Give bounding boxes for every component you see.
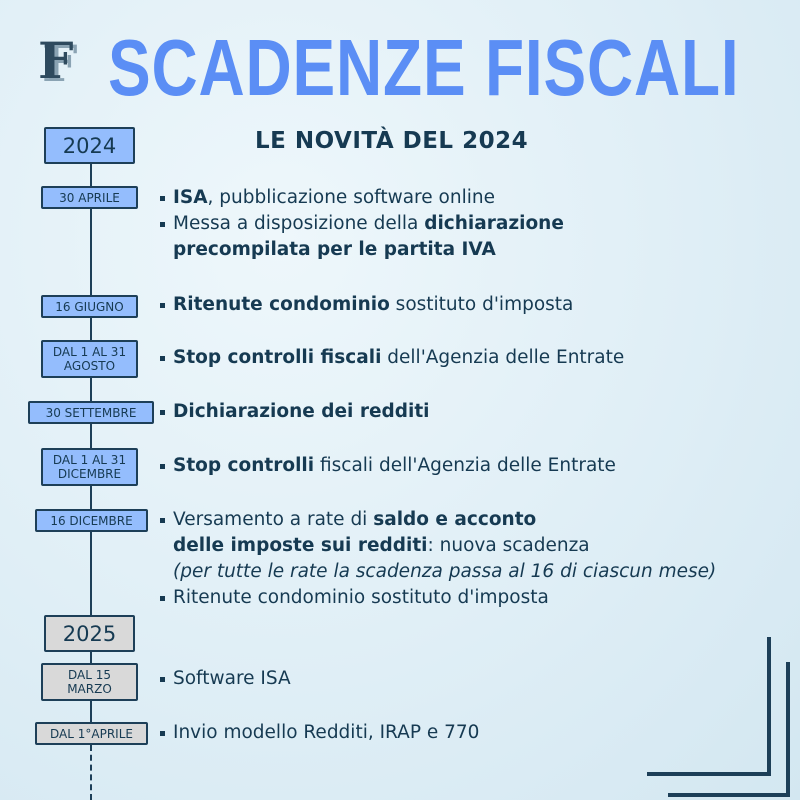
date-badge: DAL 1 AL 31 AGOSTO — [41, 340, 138, 378]
corner-decoration — [668, 662, 790, 797]
date-badge: 16 GIUGNO — [41, 295, 138, 318]
entry-30-settembre — [158, 399, 430, 425]
entry-30-aprile — [158, 185, 564, 263]
list-item: Invio modello Redditi, IRAP e 770 — [158, 720, 479, 746]
date-badge: 30 SETTEMBRE — [28, 401, 154, 424]
page-title: SCADENZE FISCALI — [108, 23, 740, 112]
list-item: Ritenute condominio sostituto d'imposta — [158, 585, 716, 611]
list-item: Ritenute condominio sostituto d'imposta — [158, 292, 573, 318]
list-item-continuation: precompilata per le partita IVA — [173, 239, 496, 260]
date-badge: 16 DICEMBRE — [35, 509, 148, 532]
year-label-2025: 2025 — [44, 615, 135, 652]
entry-1-aprile — [158, 720, 479, 746]
entry-agosto — [158, 345, 624, 371]
date-badge: DAL 1°APRILE — [35, 722, 148, 745]
date-badge: DAL 1 AL 31 DICEMBRE — [41, 448, 138, 486]
entry-15-marzo — [158, 666, 291, 692]
list-item: Stop controlli fiscali dell'Agenzia delle Entrate — [158, 453, 616, 479]
logo: F — [38, 31, 74, 90]
list-item: Versamento a rate di saldo e acconto — [158, 507, 716, 533]
list-item: Messa a disposizione della dichiarazione — [158, 211, 564, 237]
date-badge: 30 APRILE — [41, 186, 138, 209]
page-subtitle: LE NOVITÀ DEL 2024 — [255, 128, 529, 154]
list-item-note: (per tutte le rate la scadenza passa al 16 di ciascun mese) — [173, 561, 717, 582]
list-item-continuation: delle imposte sui redditi: nuova scadenza — [173, 535, 590, 556]
list-item: ISA, pubblicazione software online — [158, 185, 564, 211]
year-label-2024: 2024 — [44, 127, 135, 164]
entry-16-giugno — [158, 292, 573, 318]
list-item: Dichiarazione dei redditi — [158, 399, 430, 425]
entry-16-dicembre — [158, 507, 716, 611]
entry-dicembre — [158, 453, 616, 479]
list-item: Stop controlli fiscali dell'Agenzia delle Entrate — [158, 345, 624, 371]
list-item: Software ISA — [158, 666, 291, 692]
timeline-continuation — [90, 745, 92, 800]
date-badge: DAL 15 MARZO — [41, 663, 138, 701]
